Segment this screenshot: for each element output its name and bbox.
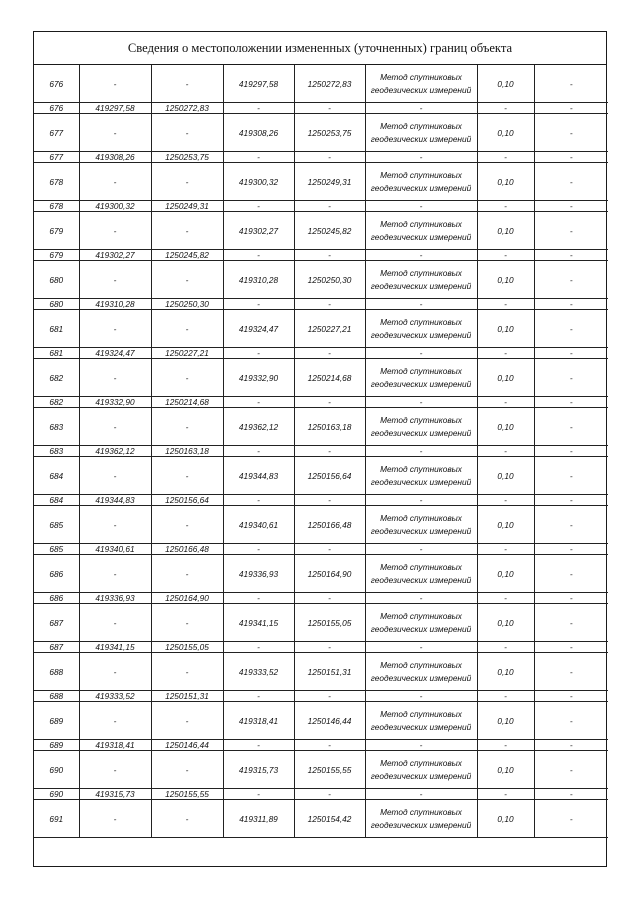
method-cell	[365, 408, 477, 446]
new-x-cell: -	[223, 397, 294, 408]
accuracy-cell: -	[477, 740, 534, 751]
new-x-cell: -	[223, 103, 294, 114]
old-y-cell: -	[151, 261, 223, 299]
accuracy-cell: 0,10	[477, 65, 534, 103]
table-row	[34, 114, 608, 152]
accuracy-cell: -	[477, 103, 534, 114]
accuracy-cell: 0,10	[477, 114, 534, 152]
accuracy-cell: -	[477, 397, 534, 408]
description-cell: -	[534, 555, 608, 593]
description-cell: -	[534, 751, 608, 789]
old-y-cell: -	[151, 702, 223, 740]
old-y-cell: 1250227,21	[151, 348, 223, 359]
description-cell: -	[534, 212, 608, 250]
accuracy-cell: 0,10	[477, 310, 534, 348]
method-cell	[365, 359, 477, 397]
method-cell: -	[365, 201, 477, 212]
description-cell: -	[534, 691, 608, 702]
method-text: Метод спутниковых геодезических измерений	[370, 610, 472, 634]
method-cell	[365, 702, 477, 740]
old-y-cell: -	[151, 457, 223, 495]
new-x-cell: 419302,27	[223, 212, 294, 250]
new-y-cell: 1250146,44	[294, 702, 365, 740]
accuracy-cell: 0,10	[477, 506, 534, 544]
table-row	[34, 789, 608, 800]
old-y-cell: 1250253,75	[151, 152, 223, 163]
old-y-cell: -	[151, 555, 223, 593]
method-cell: -	[365, 789, 477, 800]
old-y-cell: -	[151, 359, 223, 397]
old-x-cell: -	[79, 506, 151, 544]
table-row	[34, 163, 608, 201]
accuracy-cell: -	[477, 544, 534, 555]
old-y-cell: -	[151, 212, 223, 250]
old-x-cell: 419336,93	[79, 593, 151, 604]
table-row	[34, 593, 608, 604]
accuracy-cell: -	[477, 201, 534, 212]
point-number-cell: 684	[34, 495, 79, 506]
method-cell: -	[365, 593, 477, 604]
method-text: Метод спутниковых геодезических измерений	[370, 365, 472, 389]
new-y-cell: 1250155,55	[294, 751, 365, 789]
old-y-cell: -	[151, 65, 223, 103]
new-y-cell: 1250250,30	[294, 261, 365, 299]
method-cell: -	[365, 397, 477, 408]
point-number-cell: 678	[34, 201, 79, 212]
accuracy-cell: 0,10	[477, 163, 534, 201]
old-x-cell: -	[79, 114, 151, 152]
new-y-cell: 1250253,75	[294, 114, 365, 152]
old-y-cell: 1250166,48	[151, 544, 223, 555]
accuracy-cell: -	[477, 250, 534, 261]
coordinates-table	[34, 65, 608, 838]
point-number-cell: 680	[34, 261, 79, 299]
new-y-cell: -	[294, 348, 365, 359]
description-cell: -	[534, 457, 608, 495]
document-frame	[33, 31, 607, 867]
description-cell: -	[534, 408, 608, 446]
method-text: Метод спутниковых геодезических измерений	[370, 806, 472, 830]
old-x-cell: 419300,32	[79, 201, 151, 212]
point-number-cell: 688	[34, 691, 79, 702]
point-number-cell: 687	[34, 642, 79, 653]
new-y-cell: 1250164,90	[294, 555, 365, 593]
accuracy-cell: 0,10	[477, 261, 534, 299]
new-y-cell: 1250245,82	[294, 212, 365, 250]
table-row	[34, 506, 608, 544]
new-x-cell: -	[223, 789, 294, 800]
method-text: Метод спутниковых геодезических измерений	[370, 316, 472, 340]
point-number-cell: 681	[34, 310, 79, 348]
method-cell: -	[365, 740, 477, 751]
old-x-cell: 419318,41	[79, 740, 151, 751]
point-number-cell: 687	[34, 604, 79, 642]
old-x-cell: -	[79, 702, 151, 740]
new-x-cell: -	[223, 642, 294, 653]
table-row	[34, 152, 608, 163]
new-y-cell: 1250155,05	[294, 604, 365, 642]
old-y-cell: 1250250,30	[151, 299, 223, 310]
point-number-cell: 678	[34, 163, 79, 201]
description-cell: -	[534, 740, 608, 751]
old-x-cell: 419302,27	[79, 250, 151, 261]
table-row	[34, 544, 608, 555]
table-row	[34, 653, 608, 691]
method-text: Метод спутниковых геодезических измерений	[370, 757, 472, 781]
method-cell: -	[365, 250, 477, 261]
new-y-cell: -	[294, 397, 365, 408]
method-cell: -	[365, 103, 477, 114]
new-x-cell: -	[223, 495, 294, 506]
description-cell: -	[534, 544, 608, 555]
old-x-cell: -	[79, 800, 151, 838]
method-cell	[365, 751, 477, 789]
old-y-cell: 1250164,90	[151, 593, 223, 604]
new-x-cell: -	[223, 446, 294, 457]
old-x-cell: 419362,12	[79, 446, 151, 457]
old-x-cell: -	[79, 555, 151, 593]
new-x-cell: -	[223, 740, 294, 751]
point-number-cell: 685	[34, 544, 79, 555]
new-x-cell: 419344,83	[223, 457, 294, 495]
point-number-cell: 679	[34, 212, 79, 250]
accuracy-cell: 0,10	[477, 408, 534, 446]
point-number-cell: 685	[34, 506, 79, 544]
point-number-cell: 677	[34, 114, 79, 152]
point-number-cell: 680	[34, 299, 79, 310]
method-cell	[365, 653, 477, 691]
method-cell: -	[365, 642, 477, 653]
new-y-cell: 1250214,68	[294, 359, 365, 397]
new-y-cell: -	[294, 789, 365, 800]
old-x-cell: -	[79, 65, 151, 103]
new-x-cell: -	[223, 299, 294, 310]
old-x-cell: -	[79, 310, 151, 348]
old-x-cell: 419332,90	[79, 397, 151, 408]
description-cell: -	[534, 397, 608, 408]
new-y-cell: 1250272,83	[294, 65, 365, 103]
old-x-cell: -	[79, 653, 151, 691]
old-x-cell: 419324,47	[79, 348, 151, 359]
table-row	[34, 495, 608, 506]
old-x-cell: -	[79, 457, 151, 495]
old-y-cell: -	[151, 163, 223, 201]
new-x-cell: -	[223, 152, 294, 163]
new-y-cell: -	[294, 299, 365, 310]
accuracy-cell: 0,10	[477, 555, 534, 593]
method-text: Метод спутниковых геодезических измерений	[370, 512, 472, 536]
method-text: Метод спутниковых геодезических измерений	[370, 708, 472, 732]
table-row	[34, 250, 608, 261]
table-body	[34, 65, 608, 838]
point-number-cell: 681	[34, 348, 79, 359]
new-x-cell: 419300,32	[223, 163, 294, 201]
table-row	[34, 691, 608, 702]
old-x-cell: -	[79, 359, 151, 397]
new-y-cell: 1250156,64	[294, 457, 365, 495]
old-x-cell: 419340,61	[79, 544, 151, 555]
description-cell: -	[534, 103, 608, 114]
point-number-cell: 688	[34, 653, 79, 691]
accuracy-cell: 0,10	[477, 359, 534, 397]
method-text: Метод спутниковых геодезических измерений	[370, 463, 472, 487]
old-y-cell: -	[151, 653, 223, 691]
old-x-cell: -	[79, 163, 151, 201]
table-row	[34, 642, 608, 653]
table-row	[34, 408, 608, 446]
point-number-cell: 676	[34, 65, 79, 103]
method-text: Метод спутниковых геодезических измерений	[370, 120, 472, 144]
new-y-cell: 1250166,48	[294, 506, 365, 544]
old-x-cell: -	[79, 604, 151, 642]
description-cell: -	[534, 163, 608, 201]
old-x-cell: 419310,28	[79, 299, 151, 310]
method-cell: -	[365, 691, 477, 702]
description-cell: -	[534, 593, 608, 604]
new-y-cell: -	[294, 740, 365, 751]
table-row	[34, 103, 608, 114]
new-y-cell: 1250163,18	[294, 408, 365, 446]
method-cell: -	[365, 446, 477, 457]
old-x-cell: -	[79, 212, 151, 250]
old-y-cell: -	[151, 604, 223, 642]
new-x-cell: 419297,58	[223, 65, 294, 103]
table-row	[34, 555, 608, 593]
new-x-cell: -	[223, 201, 294, 212]
description-cell: -	[534, 702, 608, 740]
method-cell	[365, 506, 477, 544]
old-y-cell: 1250214,68	[151, 397, 223, 408]
method-cell: -	[365, 544, 477, 555]
accuracy-cell: 0,10	[477, 751, 534, 789]
table-row	[34, 310, 608, 348]
new-x-cell: 419308,26	[223, 114, 294, 152]
method-cell	[365, 555, 477, 593]
new-x-cell: 419318,41	[223, 702, 294, 740]
new-y-cell: -	[294, 544, 365, 555]
point-number-cell: 683	[34, 446, 79, 457]
new-x-cell: 419311,89	[223, 800, 294, 838]
old-x-cell: -	[79, 261, 151, 299]
table-row	[34, 457, 608, 495]
point-number-cell: 691	[34, 800, 79, 838]
method-cell	[365, 163, 477, 201]
old-x-cell: 419333,52	[79, 691, 151, 702]
description-cell: -	[534, 446, 608, 457]
method-cell	[365, 310, 477, 348]
new-y-cell: -	[294, 201, 365, 212]
method-text: Метод спутниковых геодезических измерений	[370, 414, 472, 438]
new-y-cell: -	[294, 103, 365, 114]
accuracy-cell: -	[477, 152, 534, 163]
method-cell	[365, 800, 477, 838]
accuracy-cell: -	[477, 446, 534, 457]
accuracy-cell: 0,10	[477, 702, 534, 740]
new-x-cell: 419310,28	[223, 261, 294, 299]
old-y-cell: -	[151, 506, 223, 544]
new-x-cell: -	[223, 593, 294, 604]
table-row	[34, 397, 608, 408]
old-y-cell: -	[151, 310, 223, 348]
method-cell	[365, 114, 477, 152]
new-x-cell: 419332,90	[223, 359, 294, 397]
description-cell: -	[534, 299, 608, 310]
point-number-cell: 686	[34, 555, 79, 593]
method-text: Метод спутниковых геодезических измерений	[370, 267, 472, 291]
table-row	[34, 751, 608, 789]
old-y-cell: -	[151, 114, 223, 152]
accuracy-cell: 0,10	[477, 653, 534, 691]
new-y-cell: 1250154,42	[294, 800, 365, 838]
method-text: Метод спутниковых геодезических измерений	[370, 659, 472, 683]
description-cell: -	[534, 65, 608, 103]
old-x-cell: 419297,58	[79, 103, 151, 114]
page-title: Сведения о местоположении измененных (уточненных) границ объекта	[34, 32, 606, 65]
description-cell: -	[534, 653, 608, 691]
description-cell: -	[534, 604, 608, 642]
accuracy-cell: -	[477, 789, 534, 800]
accuracy-cell: 0,10	[477, 800, 534, 838]
old-y-cell: 1250245,82	[151, 250, 223, 261]
method-text: Метод спутниковых геодезических измерений	[370, 218, 472, 242]
old-y-cell: 1250155,05	[151, 642, 223, 653]
old-y-cell: -	[151, 800, 223, 838]
new-y-cell: 1250227,21	[294, 310, 365, 348]
old-y-cell: 1250163,18	[151, 446, 223, 457]
point-number-cell: 689	[34, 740, 79, 751]
method-cell: -	[365, 495, 477, 506]
table-row	[34, 261, 608, 299]
description-cell: -	[534, 348, 608, 359]
point-number-cell: 686	[34, 593, 79, 604]
description-cell: -	[534, 495, 608, 506]
table-row	[34, 604, 608, 642]
table-row	[34, 299, 608, 310]
old-y-cell: 1250151,31	[151, 691, 223, 702]
accuracy-cell: -	[477, 691, 534, 702]
new-x-cell: 419340,61	[223, 506, 294, 544]
old-y-cell: 1250155,55	[151, 789, 223, 800]
method-text: Метод спутниковых геодезических измерений	[370, 71, 472, 95]
new-x-cell: -	[223, 544, 294, 555]
accuracy-cell: 0,10	[477, 604, 534, 642]
old-x-cell: -	[79, 408, 151, 446]
table-row	[34, 348, 608, 359]
point-number-cell: 690	[34, 751, 79, 789]
table-row	[34, 800, 608, 838]
point-number-cell: 682	[34, 397, 79, 408]
new-x-cell: -	[223, 250, 294, 261]
accuracy-cell: 0,10	[477, 212, 534, 250]
old-x-cell: 419308,26	[79, 152, 151, 163]
point-number-cell: 683	[34, 408, 79, 446]
method-cell: -	[365, 299, 477, 310]
method-cell	[365, 604, 477, 642]
new-y-cell: 1250249,31	[294, 163, 365, 201]
accuracy-cell: -	[477, 299, 534, 310]
description-cell: -	[534, 359, 608, 397]
new-x-cell: -	[223, 348, 294, 359]
table-row	[34, 359, 608, 397]
description-cell: -	[534, 152, 608, 163]
method-cell: -	[365, 348, 477, 359]
point-number-cell: 679	[34, 250, 79, 261]
new-y-cell: -	[294, 593, 365, 604]
method-cell	[365, 261, 477, 299]
description-cell: -	[534, 789, 608, 800]
new-x-cell: 419362,12	[223, 408, 294, 446]
description-cell: -	[534, 114, 608, 152]
table-row	[34, 201, 608, 212]
method-cell	[365, 212, 477, 250]
new-x-cell: 419333,52	[223, 653, 294, 691]
table-row	[34, 212, 608, 250]
old-y-cell: 1250156,64	[151, 495, 223, 506]
point-number-cell: 676	[34, 103, 79, 114]
description-cell: -	[534, 800, 608, 838]
method-cell	[365, 65, 477, 103]
method-cell: -	[365, 152, 477, 163]
point-number-cell: 684	[34, 457, 79, 495]
new-x-cell: 419336,93	[223, 555, 294, 593]
old-x-cell: 419344,83	[79, 495, 151, 506]
description-cell: -	[534, 250, 608, 261]
old-y-cell: -	[151, 751, 223, 789]
new-x-cell: 419324,47	[223, 310, 294, 348]
method-text: Метод спутниковых геодезических измерений	[370, 561, 472, 585]
accuracy-cell: -	[477, 593, 534, 604]
point-number-cell: 677	[34, 152, 79, 163]
point-number-cell: 690	[34, 789, 79, 800]
new-y-cell: -	[294, 495, 365, 506]
new-y-cell: -	[294, 250, 365, 261]
accuracy-cell: -	[477, 642, 534, 653]
new-y-cell: -	[294, 691, 365, 702]
description-cell: -	[534, 642, 608, 653]
table-row	[34, 702, 608, 740]
old-x-cell: 419341,15	[79, 642, 151, 653]
method-text: Метод спутниковых геодезических измерений	[370, 169, 472, 193]
point-number-cell: 689	[34, 702, 79, 740]
table-row	[34, 740, 608, 751]
description-cell: -	[534, 310, 608, 348]
old-y-cell: 1250249,31	[151, 201, 223, 212]
new-x-cell: 419315,73	[223, 751, 294, 789]
new-x-cell: -	[223, 691, 294, 702]
old-y-cell: 1250272,83	[151, 103, 223, 114]
old-x-cell: -	[79, 751, 151, 789]
new-x-cell: 419341,15	[223, 604, 294, 642]
accuracy-cell: 0,10	[477, 457, 534, 495]
old-y-cell: -	[151, 408, 223, 446]
accuracy-cell: -	[477, 495, 534, 506]
old-x-cell: 419315,73	[79, 789, 151, 800]
new-y-cell: -	[294, 152, 365, 163]
point-number-cell: 682	[34, 359, 79, 397]
new-y-cell: -	[294, 446, 365, 457]
new-y-cell: 1250151,31	[294, 653, 365, 691]
description-cell: -	[534, 261, 608, 299]
description-cell: -	[534, 201, 608, 212]
table-row	[34, 446, 608, 457]
description-cell: -	[534, 506, 608, 544]
old-y-cell: 1250146,44	[151, 740, 223, 751]
new-y-cell: -	[294, 642, 365, 653]
accuracy-cell: -	[477, 348, 534, 359]
table-row	[34, 65, 608, 103]
method-cell	[365, 457, 477, 495]
